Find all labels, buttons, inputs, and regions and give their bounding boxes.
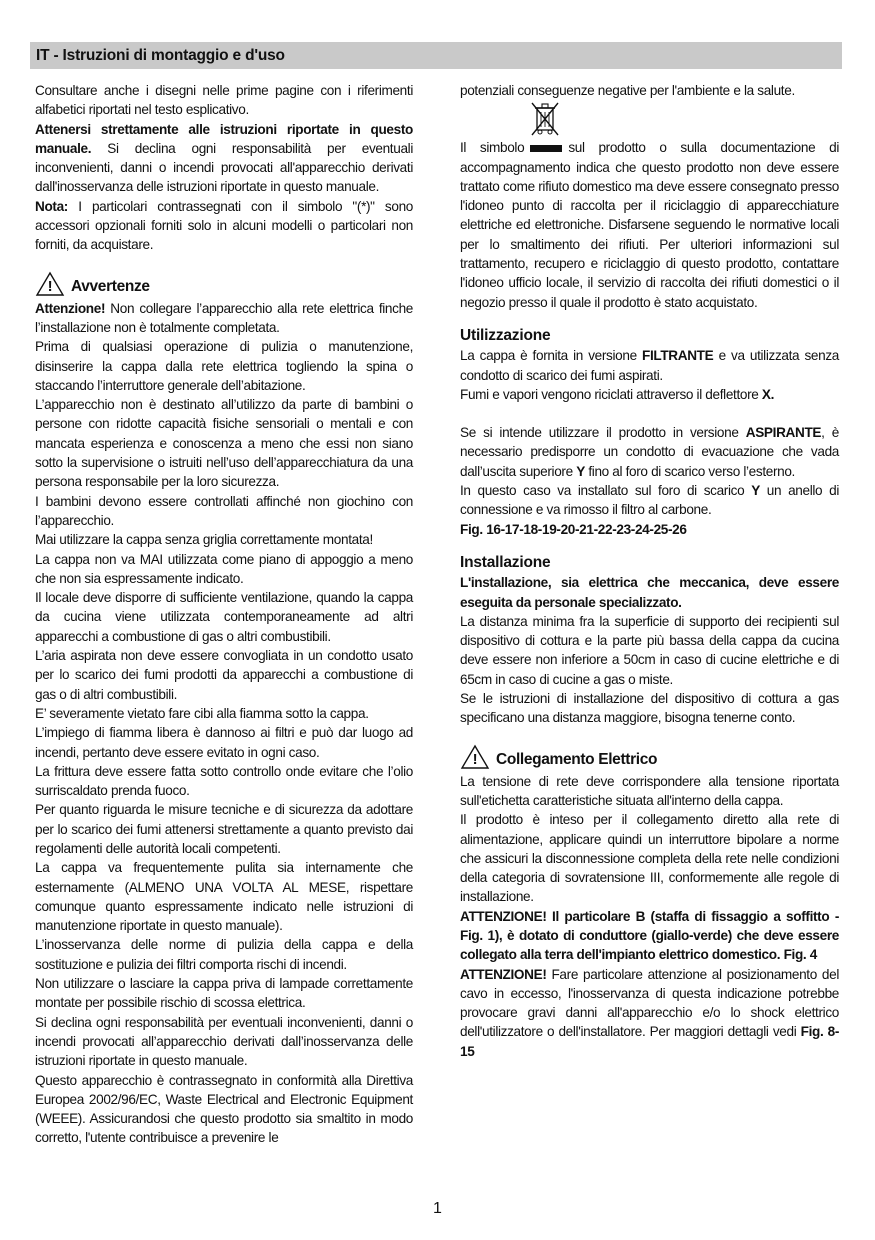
page-number: 1: [433, 1200, 442, 1217]
right-column: [460, 81, 839, 1061]
text: I particolari contrassegnati con il simbolo "(*)" sono accessori opzionali forniti solo in alcuni modelli o particolari non forniti, da acquistare.: [35, 198, 413, 253]
paragraph: [460, 385, 839, 404]
text: Fare particolare attenzione al posizionamento del cavo in eccesso, l'inosservanza di questa indicazione potrebbe provocare gravi danni all'apparecchio e/o lo shock elettrico dell'utilizzatore o dell'installatore. Per maggiori dettagli vedi: [460, 966, 839, 1040]
text: , è necessario predisporre un condotto di evacuazione che vada dall’uscita superiore: [460, 425, 839, 479]
crossed-bin-icon: [528, 100, 562, 138]
paragraph: La cappa non va MAI utilizzata come piano di appoggio a meno che non sia espressamente indicato.: [35, 551, 413, 586]
text: e va utilizzata senza condotto di scarico dei fumi aspirati.: [460, 348, 839, 383]
weee-symbol: [528, 100, 839, 138]
paragraph: [35, 299, 413, 338]
paragraph: Se le istruzioni di installazione del dispositivo di cottura a gas specificano una distanza maggiore, bisogna tenerne conto.: [460, 691, 839, 726]
text: In questo caso va installato sul foro di scarico: [460, 483, 752, 499]
bold-text: Attenersi strettamente alle istruzioni riportate in questo manuale.: [35, 121, 413, 156]
bold-text: FILTRANTE: [642, 348, 714, 364]
text: Non collegare l’apparecchio alla rete elettrica finche l’installazione non è totalmente completata.: [35, 300, 413, 335]
electrical-title: Collegamento Elettrico: [496, 751, 658, 769]
note-label: Nota:: [35, 198, 68, 214]
paragraph: L'installazione, sia elettrica che meccanica, deve essere eseguita da personale specializzato.: [460, 575, 839, 610]
note-paragraph: [35, 197, 413, 255]
paragraph: Il prodotto è inteso per il collegamento diretto alla rete di alimentazione, applicare quindi un interruttore bipolare a norme che assicuri la disconnessione completa della rete nelle condizioni della categoria di sovratensione III, conformemente alle regole di installazione.: [460, 812, 839, 905]
bold-text: X.: [761, 386, 775, 402]
paragraph: Per quanto riguarda le misure tecniche e di sicurezza da adottare per lo scarico dei fumi attenersi strettamente a quanto previsto dai regolamenti delle autorità locali competenti.: [35, 802, 413, 856]
paragraph: [35, 120, 413, 197]
paragraph: [460, 481, 839, 520]
paragraph: Questo apparecchio è contrassegnato in conformità alla Direttiva Europea 2002/96/EC, Waste Electrical and Electronic Equipment (WEEE). Assicurandosi che questo prodotto sia smaltito in modo corretto, l'utente contribuisce a prevenire le: [35, 1072, 413, 1146]
paragraph: I bambini devono essere controllati affinché non giochino con l’apparecchio.: [35, 493, 413, 528]
electrical-heading: [460, 744, 839, 770]
paragraph: Non utilizzare o lasciare la cappa priva di lampade correttamente montate per possibile rischio di scossa elettrica.: [35, 976, 413, 1011]
svg-text:!: !: [472, 750, 478, 768]
warnings-heading: [35, 271, 413, 297]
paragraph: La cappa va frequentemente pulita sia internamente che esternamente (ALMENO UNA VOLTA AL MESE, rispettare comunque quanto espressamente indicato nelle istruzioni di manutenzione riportate in questo manuale).: [35, 860, 413, 934]
text: Il simbolo: [460, 140, 525, 156]
warnings-title: Avvertenze: [71, 278, 150, 296]
paragraph: La frittura deve essere fatta sotto controllo onde evitare che l’olio surriscaldato prenda fuoco.: [35, 763, 413, 799]
bold-text: Y: [576, 463, 585, 479]
bold-text: ATTENZIONE!: [460, 966, 547, 982]
paragraph: E’ severamente vietato fare cibi alla fiamma sotto la cappa.: [35, 705, 369, 721]
text: sul prodotto o sulla documentazione di accompagnamento indica che questo prodotto non deve essere trattato come rifiuto domestico ma deve essere consegnato presso l'idoneo punto di raccolta per il riciclaggio di apparecchiature elettriche ed elettroniche. Disfarsene seguendo le normative locali per lo smaltimento dei rifiuti. Per ulteriori informazioni sul trattamento, recupero e riciclaggio di questo prodotto, contattare l'idoneo ufficio locale, il servizio di raccolta dei rifiuti domestici o il negozio presso il quale il prodotto è stato acquistato.: [460, 140, 839, 310]
usage-heading: Utilizzazione: [460, 326, 551, 344]
left-column: [35, 81, 413, 1148]
svg-text:!: !: [47, 277, 53, 295]
warning-icon: [460, 744, 490, 770]
text: Si declina ogni responsabilità per eventuali inconvenienti, danni o incendi provocati all'apparecchio derivati dall'inosservanza delle istruzioni riportate in questo manuale.: [35, 140, 413, 195]
warning-icon: [35, 271, 65, 297]
section-header: IT - Istruzioni di montaggio e d'uso: [30, 42, 842, 69]
paragraph: Il locale deve disporre di sufficiente ventilazione, quando la cappa da cucina viene utilizzata contemporaneamente ad altri apparecchi a combustione di gas o altri combustibili.: [35, 590, 413, 644]
paragraph: [460, 138, 839, 312]
installation-heading: Installazione: [460, 553, 551, 571]
text: un anello di connessione e va rimosso il filtro al carbone.: [460, 483, 840, 518]
text: Fumi e vapori vengono riciclati attraverso il deflettore: [460, 386, 762, 402]
paragraph: potenziali conseguenze negative per l'ambiente e la salute.: [460, 83, 795, 98]
figure-reference: Fig. 16-17-18-19-20-21-22-23-24-25-26: [460, 521, 687, 537]
paragraph: Si declina ogni responsabilità per eventuali inconvenienti, danni o incendi provocati all’apparecchio derivati dall’inosservanza delle istruzioni riportate in questo manuale.: [35, 1014, 413, 1069]
paragraph: Consultare anche i disegni nelle prime pagine con i riferimenti alfabetici riportati nel testo esplicativo.: [35, 83, 413, 118]
paragraph: L’apparecchio non è destinato all’utilizzo da parte di bambini o persone con ridotte capacità fisiche sensoriali o mentali e con mancata esperienza e conoscenza a meno che essi non siano sotto la supervisione o istruiti nell’uso dell’apparecchiatura da una persona responsabile per la loro sicurezza.: [35, 397, 413, 490]
paragraph: [460, 346, 839, 385]
text: fino al foro di scarico verso l’esterno.: [584, 463, 795, 479]
text: Se si intende utilizzare il prodotto in versione: [460, 425, 746, 441]
paragraph: ATTENZIONE! Il particolare B (staffa di fissaggio a soffitto - Fig. 1), è dotato di conduttore (giallo-verde) che deve essere collegato alla terra dell'impianto elettrico domestico. Fig. 4: [460, 908, 839, 963]
bold-text: Fig. 8-15: [460, 1024, 839, 1059]
paragraph: La tensione di rete deve corrispondere alla tensione riportata sull'etichetta caratteristiche situata all'interno della cappa.: [460, 773, 839, 808]
paragraph: L’aria aspirata non deve essere convogliata in un condotto usato per lo scarico dei fumi prodotti da apparecchi a combustione di gas o di altri combustibili.: [35, 648, 413, 702]
black-bar-symbol: [530, 145, 562, 152]
paragraph: L’impiego di fiamma libera è dannoso ai filtri e può dar luogo ad incendi, pertanto deve essere evitato in ogni caso.: [35, 725, 413, 760]
paragraph: [460, 423, 839, 481]
paragraph: L’inosservanza delle norme di pulizia della cappa e della sostituzione e pulizia dei filtri comporta rischi di incendi.: [35, 937, 413, 972]
paragraph: Mai utilizzare la cappa senza griglia correttamente montata!: [35, 532, 373, 548]
spacer: [460, 404, 839, 423]
paragraph: La distanza minima fra la superficie di supporto dei recipienti sul dispositivo di cottura e la parte più bassa della cappa da cucina deve essere non inferiore a 50cm in caso di cucine elettriche e di 65cm in caso di cucine a gas o miste.: [460, 613, 839, 687]
bold-text: ASPIRANTE: [745, 425, 822, 441]
paragraph: [460, 965, 839, 1061]
text: La cappa è fornita in versione: [460, 348, 642, 364]
attention-label: Attenzione!: [35, 300, 106, 316]
paragraph: Prima di qualsiasi operazione di pulizia o manutenzione, disinserire la cappa dalla rete elettrica togliendo la spina o staccando l’interruttore generale dell’abitazione.: [35, 339, 413, 393]
bold-text: Y: [751, 483, 760, 499]
